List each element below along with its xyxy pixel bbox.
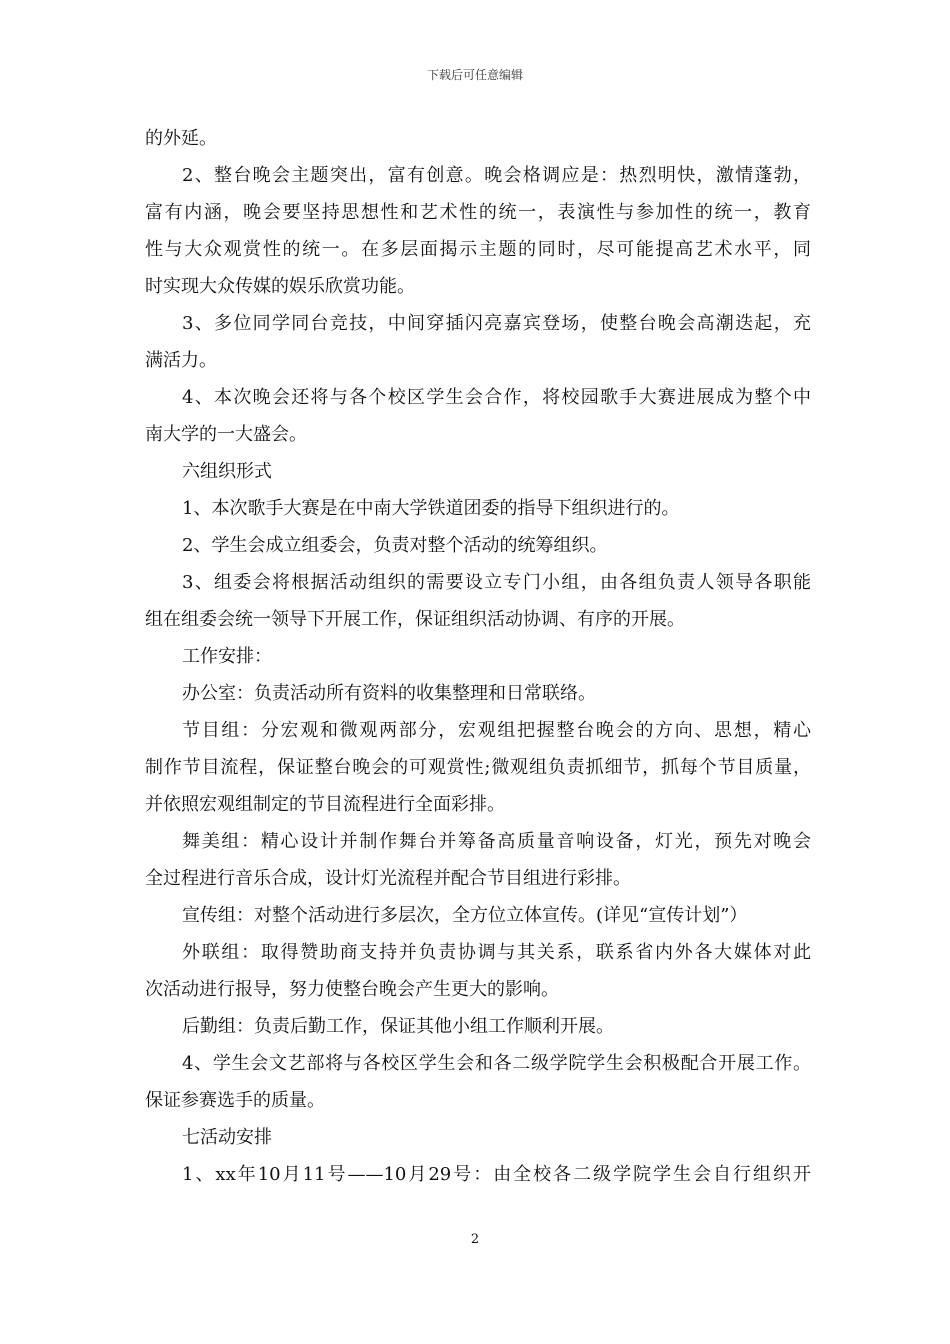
text-line: 节目组：分宏观和微观两部分，宏观组把握整台晚会的方向、思想，精心 [182,720,811,741]
text-line: 1、xx年10月11号——10月29号：由全校各二级学院学生会自行组织开 [182,1164,811,1185]
text-line: 后勤组：负责后勤工作，保证其他小组工作顺利开展。 [182,1016,614,1037]
page-header: 下载后可任意编辑 [426,68,523,82]
text-line: 的外延。 [145,128,217,149]
text-line: 并依照宏观组制定的节目流程进行全面彩排。 [145,794,505,815]
text-line: 办公室：负责活动所有资料的收集整理和日常联络。 [182,683,596,704]
text-line: 4、学生会文艺部将与各校区学生会和各二级学院学生会积极配合开展工作。 [182,1053,811,1074]
text-line: 舞美组：精心设计并制作舞台并筹备高质量音响设备，灯光，预先对晚会 [182,831,811,852]
text-line: 3、组委会将根据活动组织的需要设立专门小组，由各组负责人领导各职能 [182,572,811,593]
text-line: 保证参赛选手的质量。 [145,1090,325,1111]
text-line: 全过程进行音乐合成，设计灯光流程并配合节目组进行彩排。 [145,868,631,889]
text-line: 2、整台晚会主题突出，富有创意。晚会格调应是：热烈明快，激情蓬勃， [182,165,811,186]
text-line: 3、多位同学同台竞技，中间穿插闪亮嘉宾登场，使整台晚会高潮迭起，充 [182,313,811,334]
text-line: 4、本次晚会还将与各个校区学生会合作，将校园歌手大赛进展成为整个中 [182,387,811,408]
text-line: 2、学生会成立组委会，负责对整个活动的统筹组织。 [182,535,608,556]
text-line: 制作节目流程，保证整台晚会的可观赏性;微观组负责抓细节，抓每个节目质量， [145,757,811,778]
text-line: 满活力。 [145,350,217,371]
text-line: 性与大众观赏性的统一。在多层面揭示主题的同时，尽可能提高艺术水平，同 [145,239,811,260]
text-line: 七活动安排 [182,1127,272,1148]
text-line: 1、本次歌手大赛是在中南大学铁道团委的指导下组织进行的。 [182,498,680,519]
text-line: 工作安排： [182,646,272,667]
text-line: 六组织形式 [182,461,272,482]
text-line: 宣传组：对整个活动进行多层次，全方位立体宣传。(详见“宣传计划”） [182,905,748,926]
text-line: 组在组委会统一领导下开展工作，保证组织活动协调、有序的开展。 [145,609,685,630]
page-number: 2 [470,1232,480,1247]
text-line: 时实现大众传媒的娱乐欣赏功能。 [145,276,415,297]
text-line: 次活动进行报导，努力使整台晚会产生更大的影响。 [145,979,559,1000]
text-line: 南大学的一大盛会。 [145,424,307,445]
document-body [145,120,811,1193]
text-line: 外联组：取得赞助商支持并负责协调与其关系，联系省内外各大媒体对此 [182,942,811,963]
text-line: 富有内涵，晚会要坚持思想性和艺术性的统一，表演性与参加性的统一，教育 [145,202,811,223]
